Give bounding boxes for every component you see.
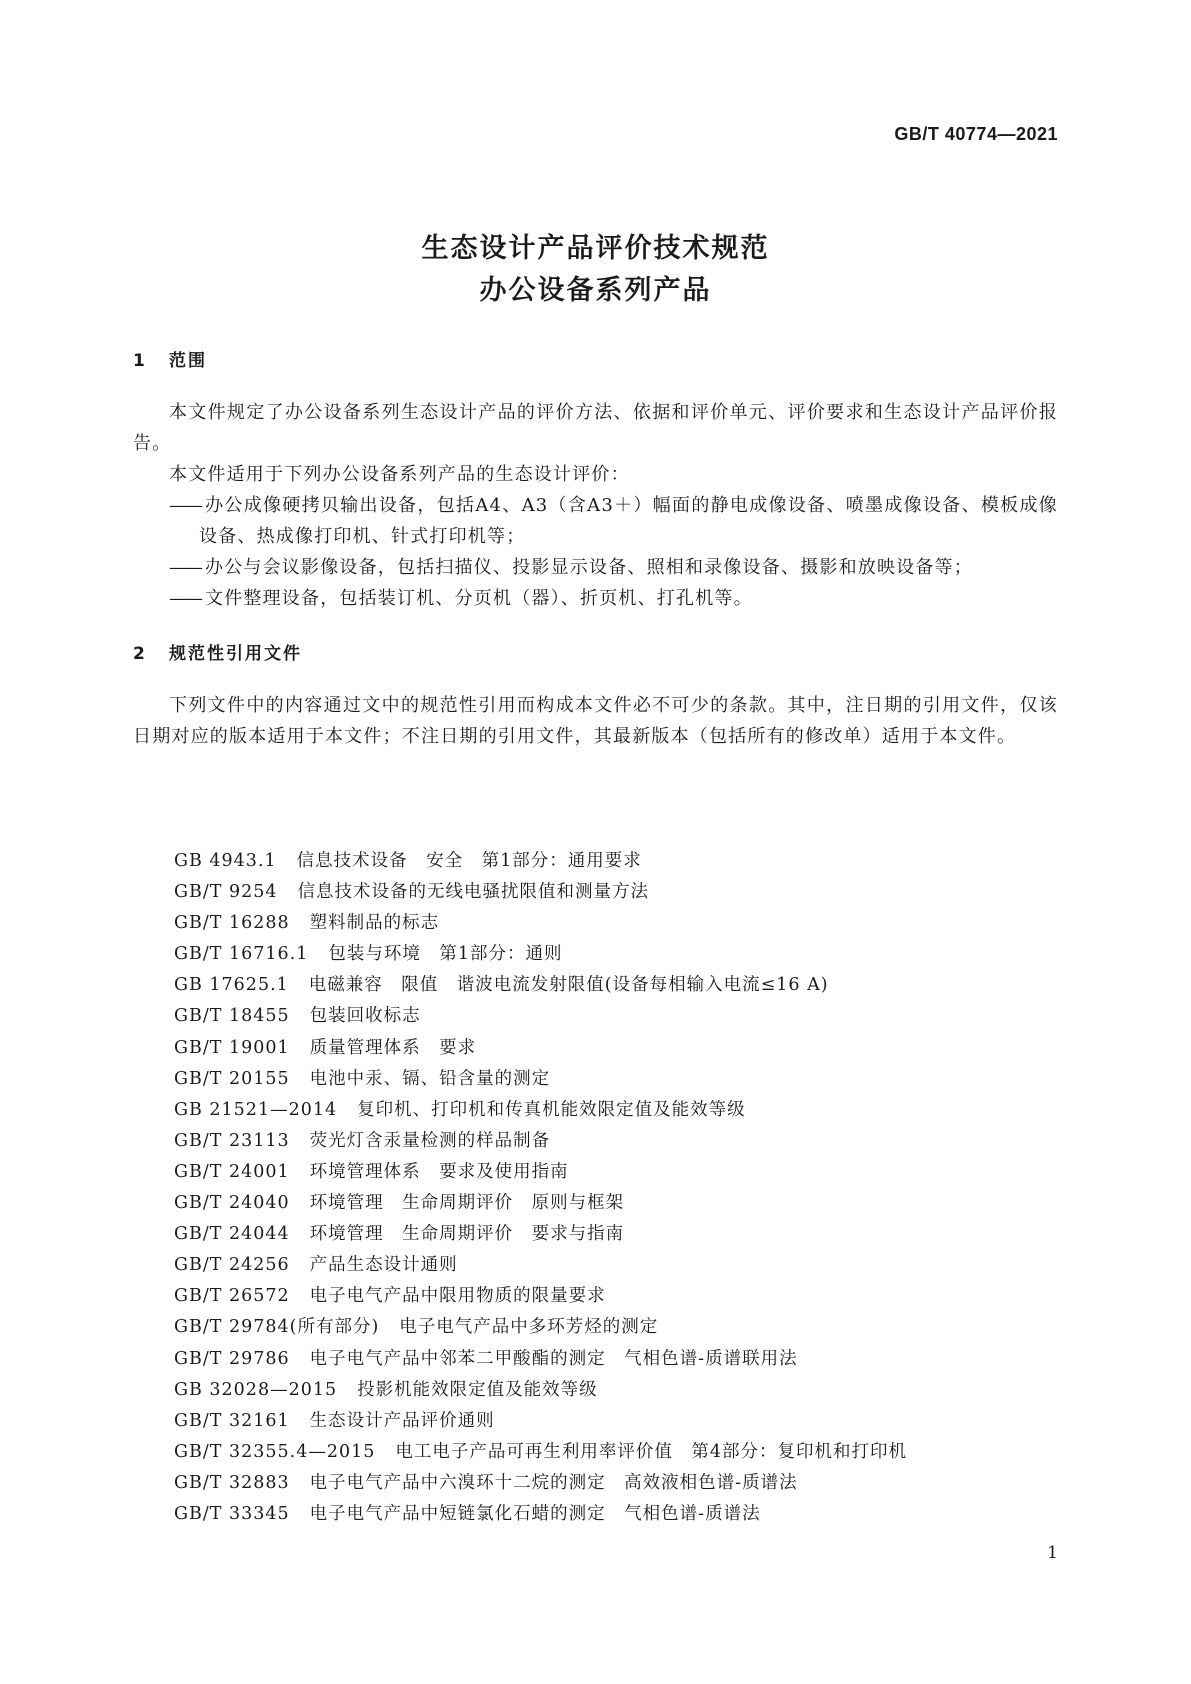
reference-item xyxy=(174,1437,907,1468)
reference-title: 电子电气产品中六溴环十二烷的测定 高效液相色谱-质谱法 xyxy=(309,1472,798,1493)
section-2-number: 2 xyxy=(133,644,147,664)
reference-title: 生态设计产品评价通则 xyxy=(309,1410,495,1431)
reference-code: GB/T 26572 xyxy=(174,1286,290,1307)
reference-code: GB/T 24001 xyxy=(174,1161,290,1182)
title-line-sub: 办公设备系列产品 xyxy=(479,275,712,306)
reference-code: GB 17625.1 xyxy=(174,975,289,996)
document-title xyxy=(0,228,1191,312)
section-1-body xyxy=(133,397,1058,614)
reference-code: GB/T 33345 xyxy=(174,1503,290,1524)
reference-title: 电子电气产品中邻苯二甲酸酯的测定 气相色谱-质谱联用法 xyxy=(309,1348,798,1369)
reference-title: 电子电气产品中多环芳烃的测定 xyxy=(399,1317,659,1338)
reference-item xyxy=(174,1499,907,1530)
reference-item xyxy=(174,846,907,877)
scope-item-text: 办公成像硬拷贝输出设备，包括A4、A3（含A3＋）幅面的静电成像设备、喷墨成像设备、模板成像设备、热成像打印机、针式打印机等； xyxy=(199,495,1058,547)
reference-title: 塑料制品的标志 xyxy=(309,913,440,934)
title-line-main: 生态设计产品评价技术规范 xyxy=(421,233,770,264)
reference-code: GB/T 9254 xyxy=(174,882,278,903)
reference-code: GB 4943.1 xyxy=(174,851,277,871)
reference-item xyxy=(174,1312,907,1343)
section-2-body xyxy=(133,690,1058,752)
scope-list-item xyxy=(133,552,1058,583)
reference-item xyxy=(174,1095,907,1126)
reference-item xyxy=(174,1281,907,1312)
reference-title: 信息技术设备 安全 第1部分：通用要求 xyxy=(296,851,642,871)
scope-item-text: 文件整理设备，包括装订机、分页机（器）、折页机、打孔机等。 xyxy=(205,588,753,609)
reference-list xyxy=(174,846,907,1530)
reference-code: GB/T 19001 xyxy=(174,1037,290,1058)
section-2-title: 规范性引用文件 xyxy=(169,644,302,664)
reference-title: 复印机、打印机和传真机能效限定值及能效等级 xyxy=(357,1099,746,1120)
reference-item xyxy=(174,1219,907,1250)
reference-code: GB/T 23113 xyxy=(174,1130,290,1151)
reference-item xyxy=(174,1157,907,1188)
reference-item xyxy=(174,1001,907,1032)
reference-item xyxy=(174,1188,907,1219)
reference-code: GB/T 16716.1 xyxy=(174,944,309,965)
dash-mark: —— xyxy=(169,588,201,609)
reference-title: 荧光灯含汞量检测的样品制备 xyxy=(309,1130,551,1151)
scope-item-text: 办公与会议影像设备，包括扫描仪、投影显示设备、照相和录像设备、摄影和放映设备等； xyxy=(205,557,973,578)
reference-title: 信息技术设备的无线电骚扰限值和测量方法 xyxy=(297,882,650,903)
applicability-paragraph: 本文件适用于下列办公设备系列产品的生态设计评价： xyxy=(169,464,630,485)
reference-title: 电池中汞、镉、铅含量的测定 xyxy=(309,1068,551,1089)
section-1-title: 范围 xyxy=(169,351,207,371)
reference-code: GB/T 32161 xyxy=(174,1410,290,1431)
reference-title: 电工电子产品可再生利用率评价值 第4部分：复印机和打印机 xyxy=(395,1441,908,1462)
reference-item xyxy=(174,877,907,908)
reference-item xyxy=(174,1375,907,1406)
reference-item xyxy=(174,970,907,1001)
dash-mark: —— xyxy=(169,557,201,578)
section-1-number: 1 xyxy=(133,351,147,371)
reference-code: GB/T 29786 xyxy=(174,1348,290,1369)
reference-title: 环境管理 生命周期评价 要求与指南 xyxy=(309,1224,625,1245)
reference-title: 环境管理 生命周期评价 原则与框架 xyxy=(309,1193,625,1214)
reference-item xyxy=(174,1033,907,1064)
reference-item xyxy=(174,1468,907,1499)
page-number: 1 xyxy=(1047,1543,1058,1563)
reference-item xyxy=(174,1250,907,1281)
reference-code: GB/T 32883 xyxy=(174,1472,290,1493)
reference-title: 质量管理体系 要求 xyxy=(309,1037,477,1058)
reference-title: 产品生态设计通则 xyxy=(309,1255,458,1276)
document-code: GB/T 40774—2021 xyxy=(894,124,1058,144)
reference-item xyxy=(174,1406,907,1437)
scope-list-item xyxy=(133,490,1058,552)
reference-title: 包装与环境 第1部分：通则 xyxy=(328,944,563,965)
references-intro-paragraph: 下列文件中的内容通过文中的规范性引用而构成本文件必不可少的条款。其中，注日期的引用文件，仅该日期对应的版本适用于本文件；不注日期的引用文件，其最新版本（包括所有的修改单）适用于本文件。 xyxy=(133,695,1058,747)
scope-paragraph: 本文件规定了办公设备系列生态设计产品的评价方法、依据和评价单元、评价要求和生态设计产品评价报告。 xyxy=(133,402,1058,454)
reference-item xyxy=(174,908,907,939)
reference-title: 电子电气产品中短链氯化石蜡的测定 气相色谱-质谱法 xyxy=(309,1503,761,1524)
reference-title: 包装回收标志 xyxy=(309,1006,421,1027)
reference-item xyxy=(174,939,907,970)
reference-code: GB/T 29784(所有部分) xyxy=(174,1317,380,1338)
reference-title: 环境管理体系 要求及使用指南 xyxy=(309,1161,569,1182)
reference-code: GB/T 24040 xyxy=(174,1193,290,1214)
reference-item xyxy=(174,1344,907,1375)
scope-list-item xyxy=(133,583,1058,614)
reference-item xyxy=(174,1064,907,1095)
reference-code: GB/T 20155 xyxy=(174,1068,290,1089)
section-2-heading xyxy=(133,639,302,664)
reference-item xyxy=(174,1126,907,1157)
reference-code: GB 21521—2014 xyxy=(174,1099,338,1120)
reference-title: 投影机能效限定值及能效等级 xyxy=(357,1379,598,1400)
reference-code: GB 32028—2015 xyxy=(174,1379,338,1400)
reference-title: 电磁兼容 限值 谐波电流发射限值(设备每相输入电流≤16 A) xyxy=(308,975,829,996)
reference-code: GB/T 18455 xyxy=(174,1006,290,1027)
reference-code: GB/T 32355.4—2015 xyxy=(174,1441,376,1462)
reference-code: GB/T 16288 xyxy=(174,913,290,934)
dash-mark: —— xyxy=(169,495,201,516)
reference-code: GB/T 24256 xyxy=(174,1255,290,1276)
reference-title: 电子电气产品中限用物质的限量要求 xyxy=(309,1286,606,1307)
section-1-heading xyxy=(133,346,207,371)
reference-code: GB/T 24044 xyxy=(174,1224,290,1245)
